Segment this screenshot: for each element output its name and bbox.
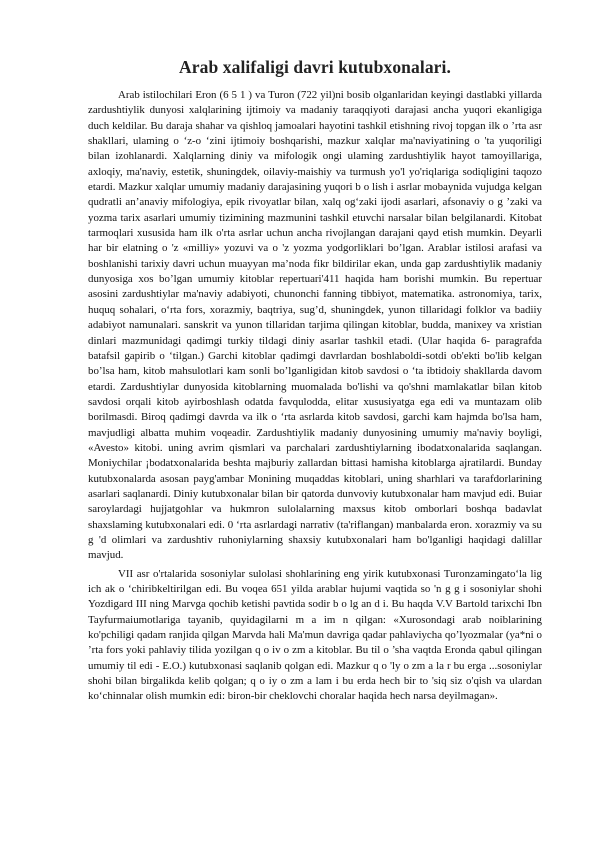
body-paragraph: Arab istilochilari Eron (6 5 1 ) va Turon (722 yil)ni bosib olganlaridan keyingi dastlabki yillarda zardushtiylik dunyosi xalqlarining ijtimoiy va madaniy taraqqiyoti darajasi ancha yuqori ekanligiga duch keldilar. Bu daraja shahar va qishloq jamoalari hayotini tashkil etishning rivoj topgan ilk o ’rta asr shakllari, ulaming o ‘z-o ‘zini ijtimoiy boshqarishi, mazkur xalqlar ma'naviyatining o 'ta yuqoriligi bilan izohlanardi. Xalqlarning diniy va mifologik ongi ulaming zardushtiylik hayot tamoyillariga, axloqiy, ma'naviy, estetik, shuningdek, oilaviy-maishiy va turmush yo'l yo'riqlariga sodiqligini taqozo etardi. Mazkur xalqlar umumiy madaniy darajasining yuqori b o lish i asrlar mobaynida vujudga kelgan qudratli an’anaviy mifologiya, epik rivoyatlar bilan, xalq og‘zaki ijodi asarlari, afsonaviy o g ’zaki va yozma tarix asarlari umumiy tizimining mazmunini tashkil etuvchi narsalar bilan belgilanardi. Kitobat tarmoqlari xususida ham ilk o'rta asrlar uchun ancha rivojlangan darajani qayd etish mumkin. Deyarli har bir elatning o 'z «milliy» yozuvi va o 'z yozma yodgorliklari bo’lgan. Arablar istilosi arafasi va boshlanishi tarixiy davri uchun muayyan ma’noda fikr bildirilar ekan, unda gap zardushtiylik madaniy dunyosiga xos bo’lgan umumiy kitoblar repertuari'411 haqida ham borishi mumkin. Bu repertuar asosini zardushtiylar ma'naviy adabiyoti, chunonchi fanning tibbiyot, matematika. astronomiya, tarix, huquq sohalari, o‘rta fors, xorazmiy, baqtriya, sug’d, shuningdek, yunon tillaridagi folklor va badiiy adabiyot namunalari. sanskrit va yunon tillaridan tarjima qilingan kitoblar, budda, manixey va xristian dinlari mazmunidagi qadimgi turkiy tildagi diniy asarlar tashkil etadi. (Ular haqida 6- paragrafda batafsil gapirib o ‘tilgan.) Garchi kitoblar qadimgi davrlardan boshlaboldi-sotdi ob'ekti bo'lib kelgan bo’lsa ham, kitob mahsulotlari kam sonli bo’lganligidan kitob savdosi o ‘ta ibtidoiy shakllarda davom etardi. Zardushtiylar dunyosida kitoblarning muomalada bo'lishi va qo'shni mamlakatlar bilan kitob savdosi orqali kitob ayirboshlash odatda favqulodda, elitar xususiyatga ega edi va muntazam olib borilmasdi. Biroq qadimgi davrda va ilk o ‘rta asrlarda kitob savdosi, garchi kam hajmda bo'lsa ham, mavjudligi albatta muhim voqeadir. Zardushtiylik madaniy dunyosining umumiy ma'naviy boyligi, «Avesto» kitobi. uning avrim qismlari va parchalari zardushtiylarning ibodatxonalarida saqlangan. Moniychilar ¡bodatxonalarida beshta majburiy zallardan bittasi hamisha kitoblarga ajratilardi. Bunday kutubxonalarda asosan payg'ambar Monining muqaddas kitoblari, uning sharhlari va tarafdorlarining asarlari saqlanardi. Diniy kutubxonalar bilan bir qatorda dunvoviy kutubxonalar ham mavjud edi. Buiar saroylardagi hujjatgohlar va hukmron sulolalarning maxsus kitob omborlari boshqa badavlat shaxslaming kutubxonalari edi. 0 ‘rta asrlardagi narrativ (ta'riflangan) manbalarda eron. xorazmiy va su g 'd olimlari va zardushtiv ruhoniylarning shaxsiy kutubxonalari ham bo'lganligi haqidagi dalillar mavjud. [88, 89, 542, 562]
body-paragraph: VII asr o'rtalarida sosoniylar sulolasi shohlarining eng yirik kutubxonasi Turonzamingato‘la lig ich ak o ‘chiribkeltirilgan edi. Bu voqea 651 yilda arablar hujumi vaqtida so 'n g g i sosoniylar shohi Yozdigard III ning Marvga qochib ketishi pavtida sodir b o lg an d i. Bu haqda V.V Bartold tarixchi Ibn Tayfurmaiumotlariga tayanib, quyidagilarni m a im n qilgan: «Xurosondagi arab noiblarining ko'pchiligi qadam ranjida qilgan Marvda hali Ma'mun davriga qadar pahlaviycha qo’lyozmalar (ya*ni o ’rta fors yoki pahlaviy tilida yozilgan q o iv o zm a kitoblar. Bu til o ’sha vaqtda Eronda qabul qilingan umumiy til edi - E.O.) kutubxonasi saqlanib qolgan edi. Mazkur q o 'ly o zm a la r bu erga ...sosoniylar shohi bilan birgalikda kelib qolgan; q o iy o zm a lam i bu erda hech bir to 'siq siz o'qish va ulardan ko‘chinnalar olish mumkin edi: biron-bir cheklovchi choralar haqida hech narsa deyilmagan». [88, 567, 542, 703]
document-title: Arab xalifaligi davri kutubxonalari. [179, 57, 451, 77]
